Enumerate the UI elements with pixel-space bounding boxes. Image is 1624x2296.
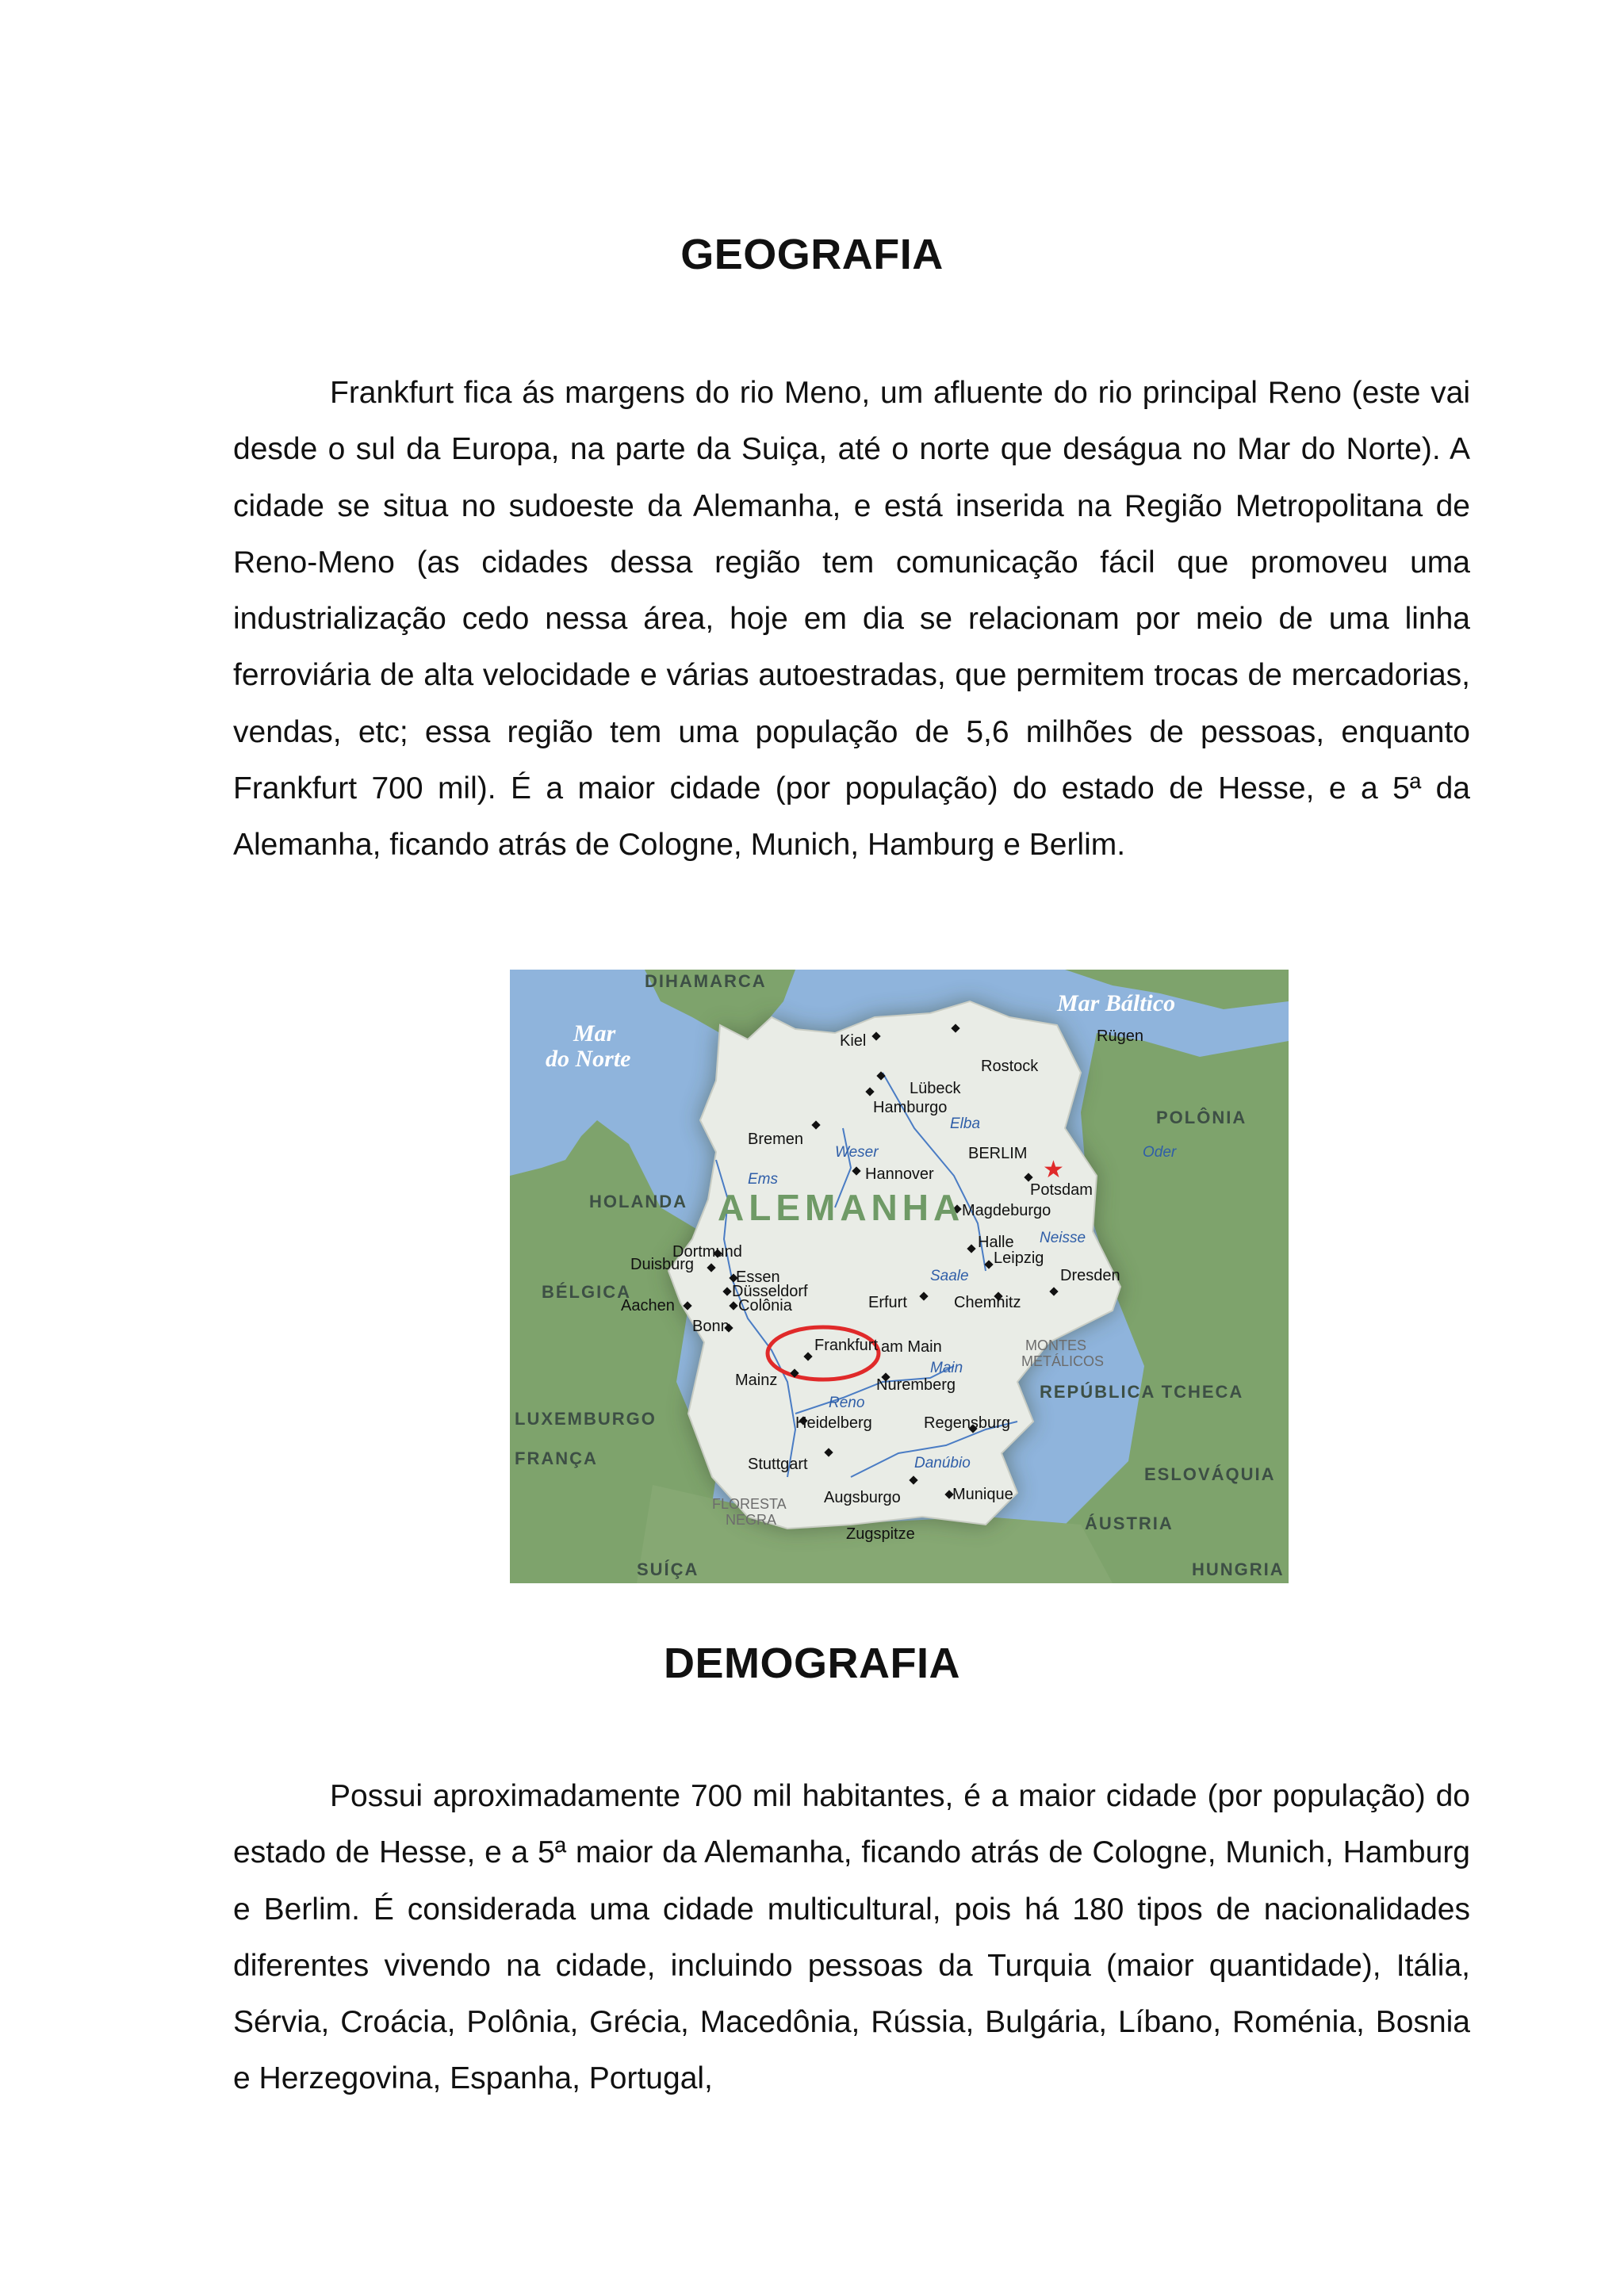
city-label-rostock: Rostock: [981, 1058, 1039, 1075]
city-label-duisburg: Duisburg: [630, 1256, 695, 1273]
city-label-halle: Halle: [978, 1234, 1014, 1251]
river-label-reno: Reno: [829, 1395, 865, 1411]
city-label-heidelberg: Heidelberg: [795, 1414, 872, 1432]
city-label-am-main: am Main: [881, 1338, 942, 1356]
country-label-czech: REPÚBLICA TCHECA: [1040, 1382, 1244, 1402]
river-label-saale: Saale: [930, 1268, 969, 1284]
city-label-nuremberg: Nuremberg: [876, 1376, 956, 1394]
river-label-ems: Ems: [748, 1171, 778, 1188]
river-label-main: Main: [930, 1360, 963, 1376]
city-label-dusseldorf: Düsseldorf: [732, 1283, 808, 1300]
city-label-bonn: Bonn: [692, 1318, 730, 1335]
country-label-switzerland: SUÍÇA: [637, 1559, 699, 1579]
river-label-danubio: Danúbio: [914, 1455, 971, 1471]
city-label-colonia: Colônia: [738, 1297, 792, 1314]
city-label-berlim: BERLIM: [968, 1145, 1028, 1162]
demografia-heading: DEMOGRAFIA: [664, 1640, 960, 1687]
city-label-bremen: Bremen: [748, 1131, 804, 1148]
country-label-poland: POLÔNIA: [1156, 1108, 1247, 1127]
country-label-belgium: BÉLGICA: [542, 1282, 631, 1302]
region-label-ore-1: MONTES: [1025, 1337, 1087, 1353]
city-label-rugen: Rügen: [1097, 1027, 1143, 1045]
city-label-hamburgo: Hamburgo: [873, 1099, 948, 1116]
city-label-lubeck: Lübeck: [910, 1080, 961, 1097]
country-label-austria: ÁUSTRIA: [1085, 1513, 1174, 1533]
region-label-forest-1: FLORESTA: [712, 1496, 787, 1512]
sea-label-baltic: Mar Báltico: [1057, 990, 1176, 1016]
city-label-stuttgart: Stuttgart: [748, 1456, 808, 1473]
country-label-slovakia: ESLOVÁQUIA: [1144, 1464, 1276, 1484]
country-label-france: FRANÇA: [515, 1448, 598, 1468]
city-label-regensburg: Regensburg: [924, 1414, 1010, 1432]
city-label-erfurt: Erfurt: [868, 1294, 907, 1311]
country-label-netherlands: HOLANDA: [589, 1192, 688, 1211]
city-label-hannover: Hannover: [865, 1165, 934, 1183]
sea-label-north-2: do Norte: [546, 1046, 631, 1072]
city-label-dresden: Dresden: [1060, 1267, 1120, 1284]
demografia-paragraph: Possui aproximadamente 700 mil habitantes, é a maior cidade (por população) do estado de Hesse, e a 5ª maior da Alemanha, ficando atrás de Cologne, Munich, Hamburg e Berlim. É considerada uma cidade multicultural, pois há 180 tipos de nacionalidades diferentes vivendo na cidade, incluindo pessoas da Turquia (maior quantidade), Itália, Sérvia, Croácia, Polônia, Grécia, Macedônia, Rússia, Bulgária, Líbano, Roménia, Bosnia e Herzegovina, Espanha, Portugal,: [233, 1779, 1470, 2096]
city-label-leipzig: Leipzig: [994, 1249, 1044, 1267]
city-label-magdeburgo: Magdeburgo: [962, 1202, 1051, 1219]
city-label-mainz: Mainz: [735, 1372, 778, 1389]
city-label-aachen: Aachen: [621, 1297, 675, 1314]
country-label-hungary: HUNGRIA: [1192, 1559, 1285, 1579]
geografia-paragraph: Frankfurt fica ás margens do rio Meno, um afluente do rio principal Reno (este vai desde o sul da Europa, na parte da Suiça, até o norte que deságua no Mar do Norte). A cidade se situa no sudoeste da Alemanha, e está inserida na Região Metropolitana de Reno-Meno (as cidades dessa região tem comunicação fácil que promoveu uma industrialização cedo nessa área, hoje em dia se relacionam por meio de uma linha ferroviária de alta velocidade e várias autoestradas, que permitem trocas de mercadorias, vendas, etc; essa região tem uma população de 5,6 milhões de pessoas, enquanto Frankfurt 700 mil). É a maior cidade (por população) do estado de Hesse, e a 5ª da Alemanha, ficando atrás de Cologne, Munich, Hamburg e Berlim.: [233, 376, 1470, 863]
map-title-alemanha: ALEMANHA: [718, 1187, 965, 1228]
river-label-elba: Elba: [950, 1115, 981, 1132]
germany-map: [510, 970, 1289, 1583]
city-label-frankfurt: Frankfurt: [814, 1337, 879, 1354]
sea-label-north-1: Mar: [573, 1020, 616, 1047]
country-label-luxembourg: LUXEMBURGO: [515, 1409, 657, 1429]
city-label-dortmund: Dortmund: [672, 1243, 742, 1261]
river-label-weser: Weser: [835, 1144, 879, 1161]
country-label-denmark: DIHAMARCA: [645, 971, 767, 991]
river-label-oder: Oder: [1143, 1144, 1177, 1161]
city-label-chemnitz: Chemnitz: [954, 1294, 1021, 1311]
geografia-heading: GEOGRAFIA: [680, 231, 944, 278]
city-label-kiel: Kiel: [840, 1032, 867, 1050]
city-label-munique: Munique: [952, 1486, 1013, 1503]
capital-star-icon: ★: [1043, 1157, 1064, 1183]
city-label-augsburgo: Augsburgo: [824, 1489, 901, 1506]
city-label-potsdam: Potsdam: [1030, 1181, 1093, 1199]
region-label-ore-2: METÁLICOS: [1021, 1353, 1105, 1369]
city-label-essen: Essen: [736, 1269, 780, 1286]
city-label-zugspitze: Zugspitze: [846, 1525, 915, 1543]
region-label-forest-2: NEGRA: [726, 1512, 777, 1528]
river-label-neisse: Neisse: [1040, 1230, 1086, 1246]
